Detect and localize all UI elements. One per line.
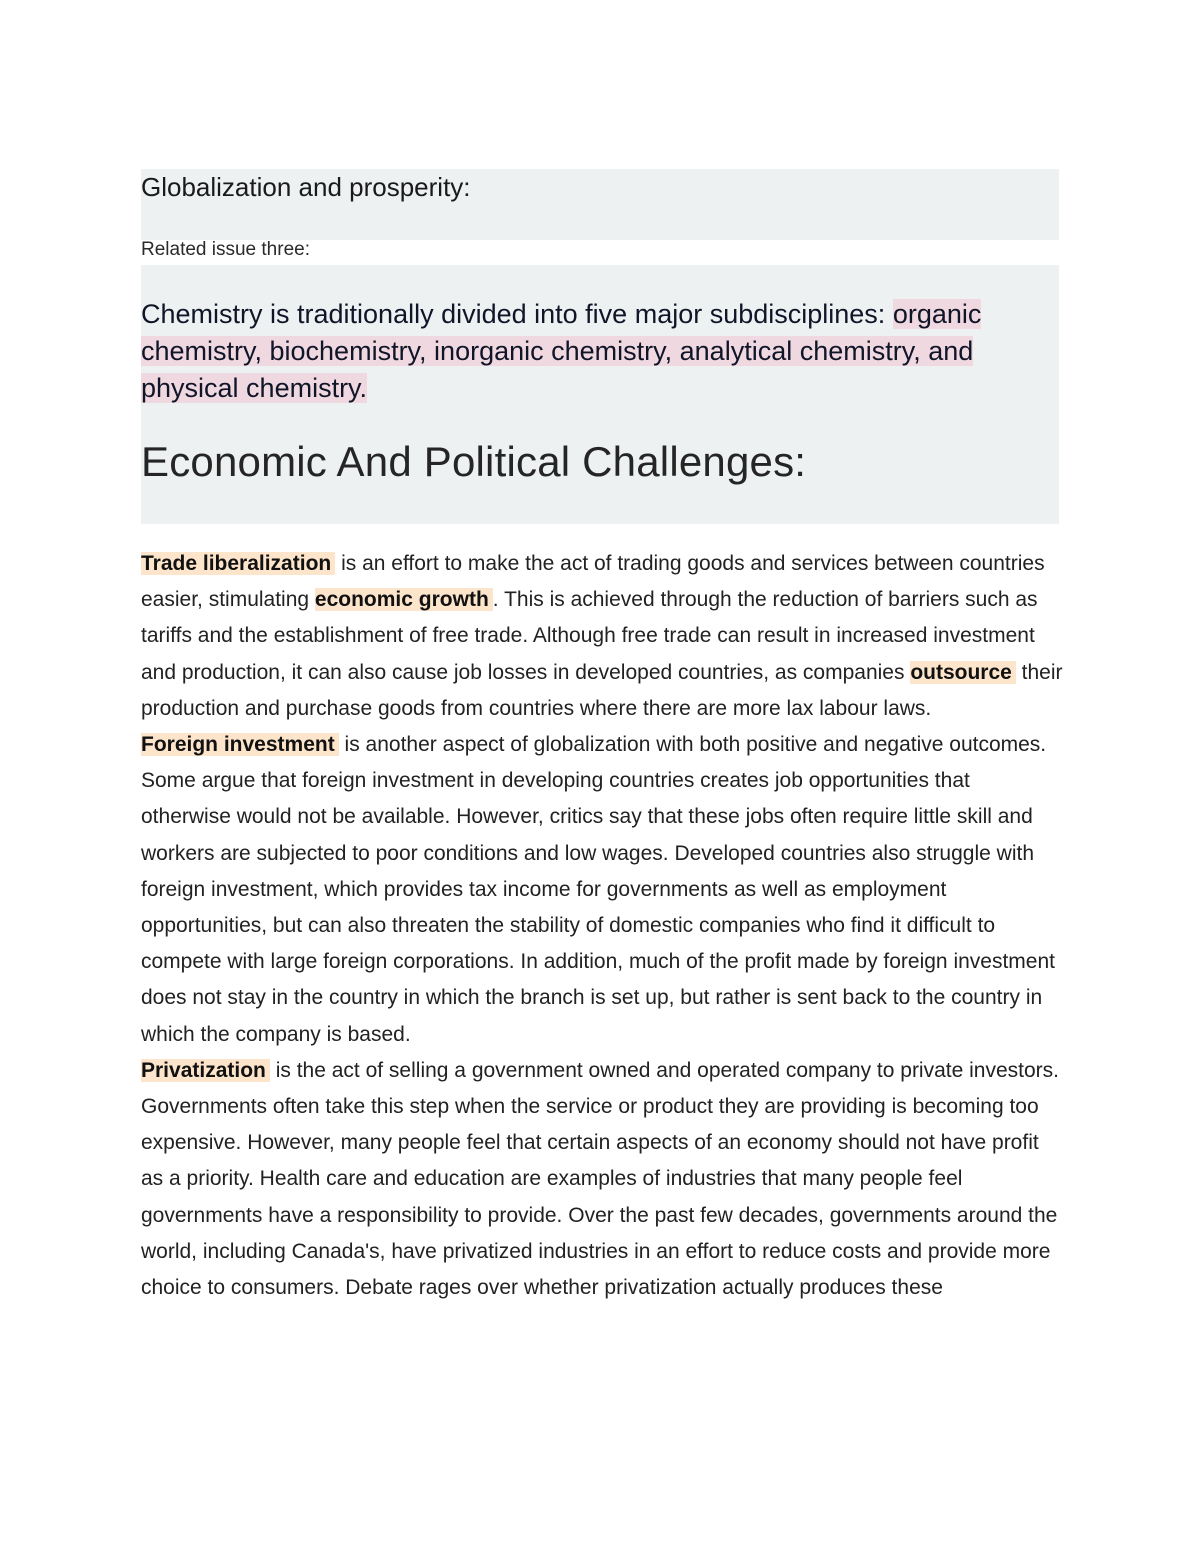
chemistry-lead-text: Chemistry is traditionally divided into five major subdisciplines: — [141, 299, 893, 329]
term-foreign-investment: Foreign investment — [141, 733, 339, 756]
related-issue-label: Related issue three: — [141, 239, 310, 260]
paragraph-text: their production and purchase goods from countries where there are more lax labour laws. — [141, 660, 1063, 720]
term-economic-growth: economic growth — [315, 588, 493, 611]
paragraph-trade-liberalization — [141, 546, 1063, 727]
paragraph-privatization — [141, 1053, 1063, 1306]
paragraph-text: is another aspect of globalization with both positive and negative outcomes. Some argue that foreign investment in developing countries creates job opportunities that otherwise would not be available. However, critics say that these jobs often require little skill and workers are subjected to poor conditions and low wages. Developed countries also struggle with foreign investment, which provides tax income for governments as well as employment opportunities, but can also threaten the stability of domestic companies who find it difficult to compete with large foreign corporations. In addition, much of the profit made by foreign investment does not stay in the country in which the branch is set up, but rather is sent back to the country in which the company is based. — [141, 733, 1055, 1046]
document-title: Globalization and prosperity: — [141, 172, 471, 202]
section-heading: Economic And Political Challenges: — [141, 438, 807, 485]
term-trade-liberalization: Trade liberalization — [141, 552, 335, 575]
paragraph-text: . This is achieved through the reduction of barriers such as tariffs and the establishment of free trade. Although free trade can result in increased investment and production, it can also cause job losses in developed countries, as companies — [141, 588, 1038, 684]
body-text — [141, 546, 1063, 1306]
term-outsource: outsource — [910, 661, 1016, 684]
paragraph-text: is an effort to make the act of trading goods and services between countries easier, stimulating — [141, 552, 1045, 612]
chemistry-highlighted-text: organic chemistry, biochemistry, inorganic chemistry, analytical chemistry, and physical chemistry. — [141, 299, 982, 403]
paragraph-text: is the act of selling a government owned and operated company to private investors. Governments often take this step when the service or product they are providing is becoming too expensive. However, many people feel that certain aspects of an economy should not have profit as a priority. Health care and education are examples of industries that many people feel governments have a responsibility to provide. Over the past few decades, governments around the world, including Canada's, have privatized industries in an effort to reduce costs and provide more choice to consumers. Debate rages over whether privatization actually produces these — [141, 1058, 1059, 1300]
term-privatization: Privatization — [141, 1059, 270, 1082]
chemistry-paragraph — [141, 296, 1066, 407]
paragraph-foreign-investment — [141, 727, 1063, 1053]
